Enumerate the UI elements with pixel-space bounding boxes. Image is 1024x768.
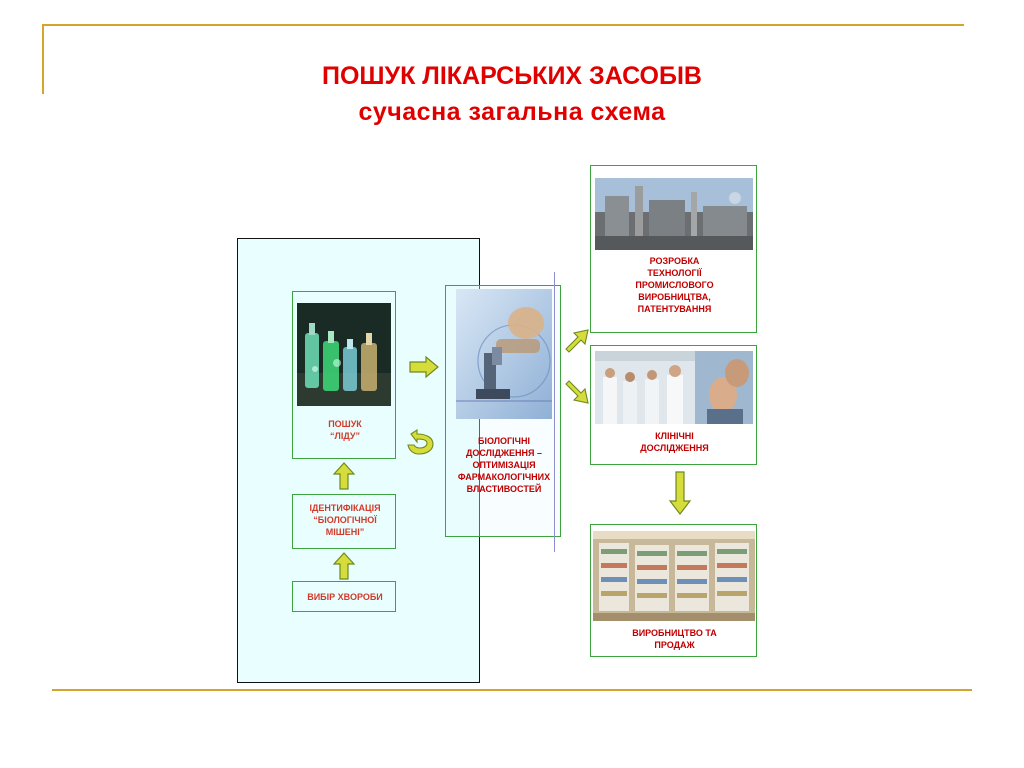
factory-photo xyxy=(595,178,753,250)
up-arrow-icon xyxy=(333,552,355,580)
frame-top-line xyxy=(42,24,964,26)
up-arrow-icon xyxy=(333,462,355,490)
target-identification-box xyxy=(292,494,396,549)
right-arrow-icon xyxy=(409,356,439,378)
bio-research-label: БІОЛОГІЧНІ ДОСЛІДЖЕННЯ – ОПТИМІЗАЦІЯ ФАРМАКОЛОГІЧНИХ ВЛАСТИВОСТЕЙ xyxy=(457,436,551,494)
clinical-photo xyxy=(595,351,753,424)
slide-title: ПОШУК ЛІКАРСЬКИХ ЗАСОБІВ xyxy=(322,62,702,90)
clinical-label: КЛІНІЧНІ ДОСЛІДЖЕННЯ xyxy=(640,431,709,453)
lead-search-box xyxy=(292,291,396,459)
vertical-guide-line xyxy=(554,272,555,552)
production-box xyxy=(590,524,757,657)
lead-search-label: ПОШУК “ЛІДУ” xyxy=(328,419,362,441)
clinical-box xyxy=(590,345,757,465)
pharmacy-shelves-photo xyxy=(593,531,755,621)
lab-bottles-photo xyxy=(297,303,391,406)
disease-choice-label: ВИБІР ХВОРОБИ xyxy=(307,592,383,602)
right-arrow-icon xyxy=(563,380,591,406)
microscope-research-photo xyxy=(456,289,552,419)
right-arrow-icon xyxy=(563,327,591,353)
bio-research-box xyxy=(445,285,561,537)
production-label: ВИРОБНИЦТВО ТА ПРОДАЖ xyxy=(632,628,717,650)
technology-box xyxy=(590,165,757,333)
down-arrow-icon xyxy=(669,471,691,515)
disease-choice-box xyxy=(292,581,396,612)
cycle-arrow-icon xyxy=(405,428,437,456)
technology-label: РОЗРОБКА ТЕХНОЛОГІЇ ПРОМИСЛОВОГО ВИРОБНИЦТВА, ПАТЕНТУВАННЯ xyxy=(635,256,714,314)
slide-subtitle: сучасна загальна схема xyxy=(358,98,666,126)
frame-bottom-line xyxy=(52,689,972,691)
target-identification-label: ІДЕНТИФІКАЦІЯ “БІОЛОГІЧНОЇ МІШЕНІ” xyxy=(309,503,381,537)
